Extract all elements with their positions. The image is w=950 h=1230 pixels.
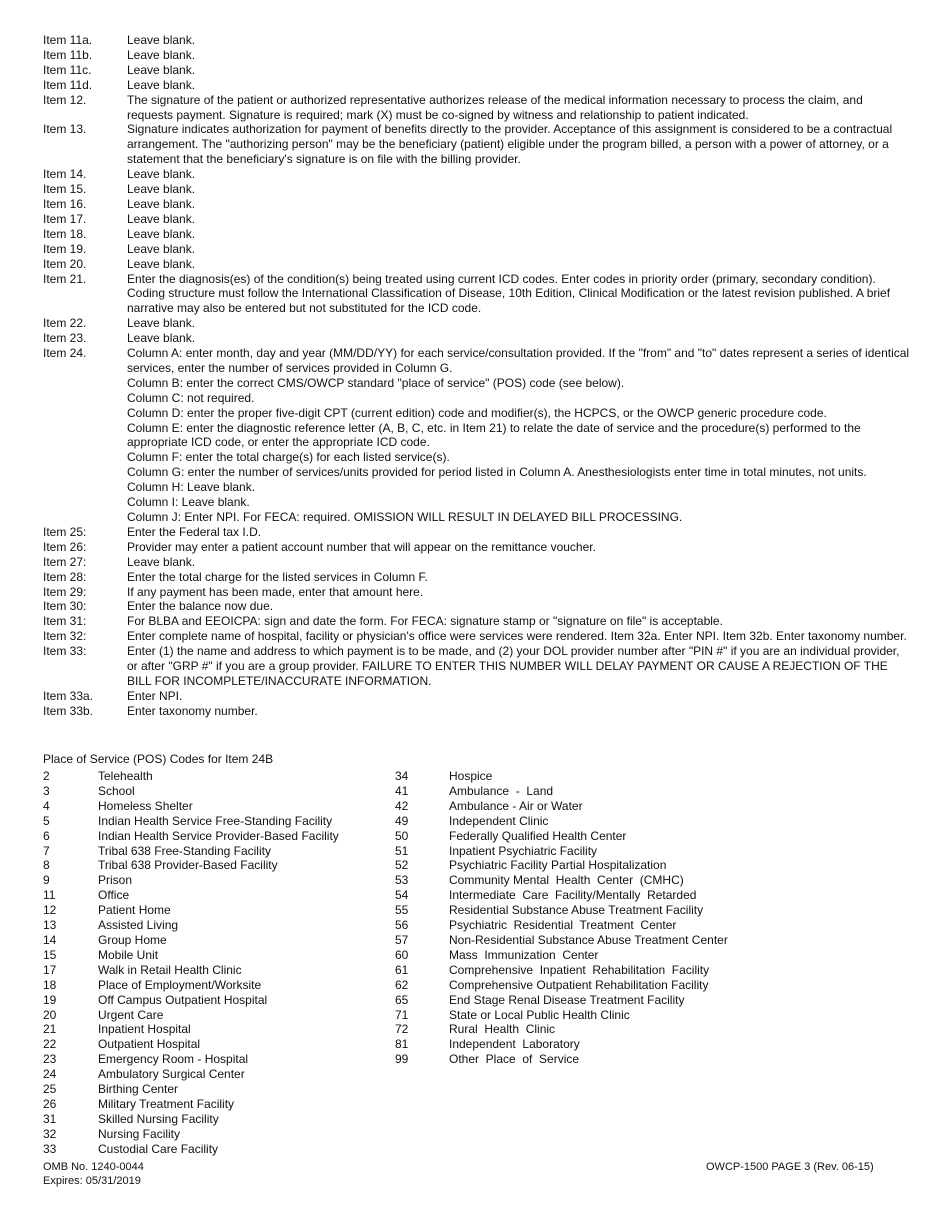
instruction-text bbox=[127, 331, 911, 346]
instruction-row bbox=[43, 570, 911, 585]
pos-name: Walk in Retail Health Clinic bbox=[98, 962, 242, 977]
instruction-line: Enter the diagnosis(es) of the condition(s) being treated using current ICD codes. Enter codes in priority order (primary, secondary condition). Coding structure must follow the International Classification of Disease, 10th Edition, Clinical Modification or the latest revision published. A brief narrative may also be entered but not substituted for the ICD code. bbox=[127, 271, 891, 316]
pos-code: 22 bbox=[43, 1037, 57, 1052]
pos-name: Telehealth bbox=[98, 769, 153, 783]
pos-code-row bbox=[43, 1127, 373, 1142]
instruction-line: Enter (1) the name and address to which payment is to be made, and (2) your DOL provider number after "PIN #" if you are an individual provider, or after "GRP #" if you are a group provider. FAILURE TO ENTER THIS NUMBER WILL DELAY PAYMENT OR CAUSE A REJECTION OF THE BILL FOR INCOMPLETE/INACCURATE INFORMATION. bbox=[127, 644, 900, 688]
pos-name: Tribal 638 Free-Standing Facility bbox=[98, 843, 271, 858]
pos-name: Federally Qualified Health Center bbox=[449, 828, 627, 843]
pos-code-row bbox=[395, 993, 815, 1008]
pos-codes-right-column bbox=[395, 769, 815, 1067]
pos-name: Comprehensive Outpatient Rehabilitation Facility bbox=[449, 977, 709, 992]
instruction-label: Item 11d. bbox=[43, 77, 93, 92]
pos-code: 42 bbox=[395, 798, 409, 813]
instruction-label: Item 13. bbox=[43, 122, 87, 137]
instruction-row bbox=[43, 585, 911, 600]
instruction-line: Leave blank. bbox=[127, 211, 196, 226]
pos-code: 65 bbox=[395, 992, 409, 1007]
instruction-line: Leave blank. bbox=[127, 77, 196, 92]
pos-code-row bbox=[395, 963, 815, 978]
instruction-line: Enter the total charge for the listed services in Column F. bbox=[127, 569, 428, 584]
pos-name: Birthing Center bbox=[98, 1082, 179, 1097]
instruction-label: Item 33a. bbox=[43, 688, 94, 703]
pos-code: 52 bbox=[395, 858, 409, 873]
pos-name: School bbox=[98, 783, 135, 798]
instruction-line: Enter taxonomy number. bbox=[127, 703, 258, 718]
pos-code-row bbox=[43, 829, 373, 844]
instruction-label: Item 33b. bbox=[43, 703, 94, 718]
pos-code-row bbox=[43, 1037, 373, 1052]
instruction-row bbox=[43, 182, 911, 197]
pos-code-row bbox=[395, 873, 815, 888]
pos-name: Place of Employment/Worksite bbox=[98, 977, 262, 992]
footer-omb bbox=[43, 1160, 144, 1188]
pos-name: Office bbox=[98, 888, 130, 903]
instruction-line: Leave blank. bbox=[127, 182, 196, 197]
pos-code-row bbox=[395, 814, 815, 829]
instruction-line: Column J: Enter NPI. For FECA: required. OMISSION WILL RESULT IN DELAYED BILL PROCESSING. bbox=[127, 510, 683, 524]
pos-code: 19 bbox=[43, 992, 57, 1007]
instruction-label: Item 25: bbox=[43, 524, 87, 539]
pos-code: 32 bbox=[43, 1126, 57, 1141]
pos-name: Mobile Unit bbox=[98, 947, 159, 962]
instruction-line: Enter the Federal tax I.D. bbox=[127, 524, 262, 539]
instruction-label: Item 29: bbox=[43, 584, 87, 599]
pos-name: Non-Residential Substance Abuse Treatment Center bbox=[449, 932, 728, 947]
instruction-line: Leave blank. bbox=[127, 47, 196, 62]
footer-page-id: OWCP-1500 PAGE 3 (Rev. 06-15) bbox=[706, 1161, 874, 1173]
instruction-label: Item 20. bbox=[43, 256, 87, 271]
instruction-row bbox=[43, 540, 911, 555]
pos-code-row bbox=[43, 1112, 373, 1127]
pos-code: 53 bbox=[395, 873, 409, 888]
pos-code-row bbox=[43, 933, 373, 948]
pos-code-row bbox=[43, 873, 373, 888]
instruction-row bbox=[43, 33, 911, 48]
instruction-line: Column D: enter the proper five-digit CPT (current edition) code and modifier(s), the HCPCS, or the OWCP generic procedure code. bbox=[127, 405, 827, 420]
pos-code: 4 bbox=[43, 798, 50, 813]
instruction-label: Item 21. bbox=[43, 271, 87, 286]
pos-code: 31 bbox=[43, 1111, 57, 1126]
instruction-text bbox=[127, 540, 911, 555]
pos-code: 51 bbox=[395, 843, 409, 858]
pos-code: 21 bbox=[43, 1022, 57, 1037]
pos-code: 20 bbox=[43, 1007, 57, 1022]
instruction-label: Item 14. bbox=[43, 167, 87, 182]
instruction-text bbox=[127, 614, 911, 629]
instruction-text bbox=[127, 585, 911, 600]
pos-code-row bbox=[43, 993, 373, 1008]
instruction-row bbox=[43, 704, 911, 719]
instruction-row bbox=[43, 614, 911, 629]
instruction-line: Leave blank. bbox=[127, 316, 196, 331]
pos-code-row bbox=[43, 888, 373, 903]
instruction-line: Column G: enter the number of services/units provided for period listed in Column A. Anesthesiologists enter time in total minutes, not units. bbox=[127, 465, 867, 480]
pos-name: Independent Clinic bbox=[449, 813, 549, 828]
instruction-label: Item 27: bbox=[43, 554, 87, 569]
pos-name: Ambulance - Land bbox=[449, 783, 554, 798]
pos-name: Ambulatory Surgical Center bbox=[98, 1067, 245, 1082]
instruction-line: Column F: enter the total charge(s) for each listed service(s). bbox=[127, 450, 450, 465]
instruction-row bbox=[43, 257, 911, 272]
instruction-label: Item 11a. bbox=[43, 33, 93, 47]
pos-code: 99 bbox=[395, 1052, 409, 1067]
instruction-row bbox=[43, 93, 911, 123]
pos-name: Custodial Care Facility bbox=[98, 1141, 219, 1156]
pos-code-row bbox=[395, 948, 815, 963]
pos-name: Psychiatric Residential Treatment Center bbox=[449, 918, 677, 933]
pos-code-row bbox=[395, 888, 815, 903]
pos-code: 26 bbox=[43, 1096, 57, 1111]
instruction-text bbox=[127, 33, 911, 48]
pos-name: Emergency Room - Hospital bbox=[98, 1052, 249, 1067]
pos-code: 5 bbox=[43, 813, 50, 828]
pos-code-row bbox=[395, 829, 815, 844]
item-instructions bbox=[43, 33, 911, 719]
instruction-row bbox=[43, 197, 911, 212]
pos-name: Group Home bbox=[98, 932, 167, 947]
instruction-text bbox=[127, 78, 911, 93]
pos-name: Inpatient Hospital bbox=[98, 1022, 191, 1037]
pos-code-row bbox=[395, 1008, 815, 1023]
pos-name: Comprehensive Inpatient Rehabilitation Facility bbox=[449, 962, 710, 977]
instruction-row bbox=[43, 316, 911, 331]
pos-code-row bbox=[395, 799, 815, 814]
instruction-label: Item 32: bbox=[43, 629, 87, 644]
instruction-label: Item 19. bbox=[43, 241, 87, 256]
pos-code-row bbox=[43, 1008, 373, 1023]
pos-code: 55 bbox=[395, 903, 409, 918]
instruction-row bbox=[43, 525, 911, 540]
instruction-text bbox=[127, 63, 911, 78]
instruction-label: Item 22. bbox=[43, 316, 87, 331]
omb-number: OMB No. 1240-0044 bbox=[43, 1161, 144, 1173]
instruction-text bbox=[127, 122, 911, 167]
instruction-line: Leave blank. bbox=[127, 256, 196, 271]
pos-code-row bbox=[395, 1022, 815, 1037]
pos-code: 17 bbox=[43, 962, 57, 977]
instruction-line: Provider may enter a patient account number that will appear on the remittance voucher. bbox=[127, 539, 596, 554]
pos-code-row bbox=[395, 903, 815, 918]
pos-code: 54 bbox=[395, 888, 409, 903]
instruction-text bbox=[127, 242, 911, 257]
instruction-line: Enter NPI. bbox=[127, 688, 183, 703]
instruction-row bbox=[43, 227, 911, 242]
pos-codes-left-column bbox=[43, 769, 373, 1157]
instruction-text bbox=[127, 316, 911, 331]
instruction-text bbox=[127, 167, 911, 182]
pos-code: 61 bbox=[395, 962, 409, 977]
instruction-line: Column I: Leave blank. bbox=[127, 495, 250, 510]
pos-code: 23 bbox=[43, 1052, 57, 1067]
instruction-row bbox=[43, 629, 911, 644]
instruction-row bbox=[43, 212, 911, 227]
pos-code-row bbox=[395, 769, 815, 784]
pos-name: Outpatient Hospital bbox=[98, 1037, 201, 1052]
instruction-label: Item 18. bbox=[43, 226, 87, 241]
pos-code-row bbox=[395, 978, 815, 993]
pos-name: Hospice bbox=[449, 769, 493, 783]
instruction-text bbox=[127, 599, 911, 614]
instruction-line: Leave blank. bbox=[127, 167, 196, 182]
pos-code: 11 bbox=[43, 888, 56, 903]
pos-name: Nursing Facility bbox=[98, 1126, 181, 1141]
pos-name: Homeless Shelter bbox=[98, 798, 193, 813]
pos-code: 49 bbox=[395, 813, 409, 828]
instruction-line: Enter complete name of hospital, facility or physician's office were services were rendered. Item 32a. Enter NPI. Item 32b. Enter taxonomy number. bbox=[127, 629, 907, 644]
pos-code-row bbox=[43, 1082, 373, 1097]
pos-code: 41 bbox=[395, 783, 409, 798]
pos-code: 56 bbox=[395, 918, 409, 933]
instruction-text bbox=[127, 629, 911, 644]
pos-code: 2 bbox=[43, 769, 50, 783]
instruction-row bbox=[43, 331, 911, 346]
pos-code: 8 bbox=[43, 858, 50, 873]
pos-name: Mass Immunization Center bbox=[449, 947, 599, 962]
pos-name: Prison bbox=[98, 873, 133, 888]
pos-code: 71 bbox=[395, 1007, 409, 1022]
pos-name: Psychiatric Facility Partial Hospitalization bbox=[449, 858, 667, 873]
pos-code-row bbox=[43, 1097, 373, 1112]
instruction-row bbox=[43, 242, 911, 257]
pos-code: 6 bbox=[43, 828, 50, 843]
pos-code: 14 bbox=[43, 932, 57, 947]
pos-code: 9 bbox=[43, 873, 50, 888]
pos-code-row bbox=[43, 769, 373, 784]
instruction-row bbox=[43, 644, 911, 689]
pos-code: 13 bbox=[43, 918, 57, 933]
instruction-row bbox=[43, 122, 911, 167]
pos-name: Indian Health Service Provider-Based Facility bbox=[98, 828, 339, 843]
pos-name: Community Mental Health Center (CMHC) bbox=[449, 873, 684, 888]
expiration-date: Expires: 05/31/2019 bbox=[43, 1175, 141, 1187]
pos-code-row bbox=[43, 799, 373, 814]
instruction-row bbox=[43, 78, 911, 93]
pos-name: Urgent Care bbox=[98, 1007, 164, 1022]
instruction-line: Column A: enter month, day and year (MM/DD/YY) for each service/consultation provided. If the "from" and "to" dates represent a series of identical services, enter the number of services provided in Column G. bbox=[127, 346, 910, 375]
instruction-label: Item 24. bbox=[43, 346, 87, 361]
instruction-row bbox=[43, 689, 911, 704]
pos-name: Off Campus Outpatient Hospital bbox=[98, 992, 268, 1007]
instruction-text bbox=[127, 704, 911, 719]
instruction-row bbox=[43, 167, 911, 182]
pos-name: Rural Health Clinic bbox=[449, 1022, 556, 1037]
pos-code-row bbox=[395, 1052, 815, 1067]
pos-code-row bbox=[43, 918, 373, 933]
pos-name: Indian Health Service Free-Standing Facility bbox=[98, 813, 333, 828]
instruction-line: Leave blank. bbox=[127, 331, 196, 346]
pos-code: 60 bbox=[395, 947, 409, 962]
instruction-line: Leave blank. bbox=[127, 196, 196, 211]
pos-name: Independent Laboratory bbox=[449, 1037, 580, 1052]
pos-code-row bbox=[395, 918, 815, 933]
instruction-row bbox=[43, 63, 911, 78]
instruction-text bbox=[127, 93, 911, 123]
pos-code-row bbox=[43, 844, 373, 859]
instruction-text bbox=[127, 555, 911, 570]
pos-code: 62 bbox=[395, 977, 409, 992]
pos-code-row bbox=[395, 1037, 815, 1052]
instruction-text bbox=[127, 197, 911, 212]
pos-name: Intermediate Care Facility/Mentally Retarded bbox=[449, 888, 697, 903]
pos-code-row bbox=[43, 963, 373, 978]
pos-code-row bbox=[395, 784, 815, 799]
pos-code: 18 bbox=[43, 977, 57, 992]
instruction-row bbox=[43, 555, 911, 570]
instruction-text bbox=[127, 48, 911, 63]
pos-code: 7 bbox=[43, 843, 50, 858]
pos-code: 50 bbox=[395, 828, 409, 843]
instruction-line: Column C: not required. bbox=[127, 390, 255, 405]
pos-code-row bbox=[43, 1052, 373, 1067]
pos-name: Patient Home bbox=[98, 903, 171, 918]
pos-code-row bbox=[395, 858, 815, 873]
instruction-label: Item 17. bbox=[43, 211, 87, 226]
pos-code-row bbox=[43, 1142, 373, 1157]
pos-name: Assisted Living bbox=[98, 918, 179, 933]
pos-code-row bbox=[395, 844, 815, 859]
instruction-text bbox=[127, 525, 911, 540]
instruction-line: Enter the balance now due. bbox=[127, 599, 274, 614]
instruction-line: If any payment has been made, enter that amount here. bbox=[127, 584, 424, 599]
pos-name: Tribal 638 Provider-Based Facility bbox=[98, 858, 278, 873]
pos-code-row bbox=[43, 1067, 373, 1082]
instruction-text bbox=[127, 272, 911, 317]
pos-name: State or Local Public Health Clinic bbox=[449, 1007, 630, 1022]
instruction-text bbox=[127, 570, 911, 585]
pos-code: 25 bbox=[43, 1082, 57, 1097]
instruction-text bbox=[127, 182, 911, 197]
instruction-line: For BLBA and EEOICPA: sign and date the form. For FECA: signature stamp or "signature on file" is acceptable. bbox=[127, 614, 723, 629]
instruction-row bbox=[43, 346, 911, 525]
instruction-label: Item 31: bbox=[43, 614, 87, 629]
pos-name: Military Treatment Facility bbox=[98, 1096, 235, 1111]
instruction-line: Column B: enter the correct CMS/OWCP standard "place of service" (POS) code (see below). bbox=[127, 375, 625, 390]
pos-code: 12 bbox=[43, 903, 57, 918]
pos-code-row bbox=[395, 933, 815, 948]
pos-name: Other Place of Service bbox=[449, 1052, 580, 1067]
pos-code-row bbox=[43, 948, 373, 963]
pos-heading: Place of Service (POS) Codes for Item 24B bbox=[43, 752, 274, 766]
instruction-text bbox=[127, 212, 911, 227]
instruction-text bbox=[127, 257, 911, 272]
pos-code: 3 bbox=[43, 783, 50, 798]
pos-code: 15 bbox=[43, 947, 57, 962]
instruction-line: Leave blank. bbox=[127, 241, 196, 256]
instruction-label: Item 30: bbox=[43, 599, 87, 614]
instruction-label: Item 15. bbox=[43, 182, 87, 197]
pos-code-row bbox=[43, 858, 373, 873]
instruction-line: Leave blank. bbox=[127, 554, 196, 569]
pos-code: 24 bbox=[43, 1067, 57, 1082]
instruction-line: Signature indicates authorization for payment of benefits directly to the provider. Acceptance of this assignment is considered to be a contractual arrangement. The "authorizing person" may be the beneficiary (patient) eligible under the program billed, a person with a power of attorney, or a statement that the beneficiary's signature is on file with the billing provider. bbox=[127, 122, 893, 167]
pos-code-row bbox=[43, 903, 373, 918]
instruction-label: Item 16. bbox=[43, 196, 87, 211]
instruction-text bbox=[127, 644, 911, 689]
pos-code-row bbox=[43, 784, 373, 799]
instruction-label: Item 26: bbox=[43, 539, 87, 554]
instruction-line: Column E: enter the diagnostic reference letter (A, B, C, etc. in Item 21) to relate the date of service and the procedure(s) performed to the appropriate ICD code, or enter the appropriate ICD code. bbox=[127, 420, 861, 450]
instruction-row bbox=[43, 48, 911, 63]
pos-code: 57 bbox=[395, 932, 409, 947]
pos-name: End Stage Renal Disease Treatment Facility bbox=[449, 992, 685, 1007]
instruction-text bbox=[127, 689, 911, 704]
instruction-line: Leave blank. bbox=[127, 33, 196, 47]
instruction-label: Item 33: bbox=[43, 644, 87, 659]
instruction-label: Item 11b. bbox=[43, 47, 93, 62]
instruction-line: The signature of the patient or authorized representative authorizes release of the medical information necessary to process the claim, and requests payment. Signature is required; mark (X) must be co-signed by witness and relationship to patient indicated. bbox=[127, 92, 863, 122]
pos-name: Skilled Nursing Facility bbox=[98, 1111, 219, 1126]
pos-code-row bbox=[43, 814, 373, 829]
instruction-line: Column H: Leave blank. bbox=[127, 480, 256, 495]
instruction-label: Item 11c. bbox=[43, 62, 92, 77]
pos-name: Inpatient Psychiatric Facility bbox=[449, 843, 598, 858]
instruction-label: Item 28: bbox=[43, 569, 87, 584]
pos-code-row bbox=[43, 978, 373, 993]
pos-code-row bbox=[43, 1022, 373, 1037]
instruction-label: Item 12. bbox=[43, 92, 87, 107]
instruction-row bbox=[43, 599, 911, 614]
instruction-label: Item 23. bbox=[43, 331, 87, 346]
instruction-line: Leave blank. bbox=[127, 226, 196, 241]
instruction-text bbox=[127, 346, 911, 525]
instruction-row bbox=[43, 272, 911, 317]
pos-code: 33 bbox=[43, 1141, 57, 1156]
pos-code: 72 bbox=[395, 1022, 409, 1037]
instruction-line: Leave blank. bbox=[127, 62, 196, 77]
pos-code: 34 bbox=[395, 769, 409, 783]
pos-name: Residential Substance Abuse Treatment Facility bbox=[449, 903, 704, 918]
instruction-text bbox=[127, 227, 911, 242]
pos-code: 81 bbox=[395, 1037, 409, 1052]
pos-name: Ambulance - Air or Water bbox=[449, 798, 583, 813]
